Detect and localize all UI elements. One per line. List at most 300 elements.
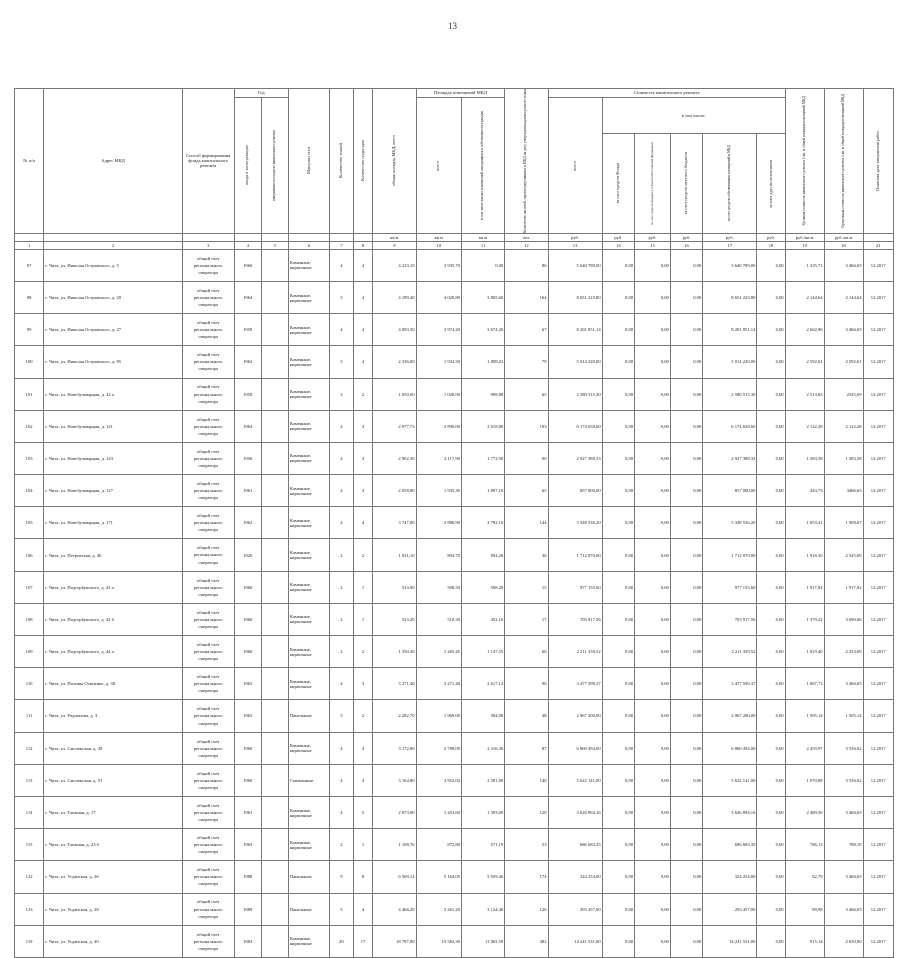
row-residents: 482 — [505, 925, 548, 957]
row-address: г. Чита, ул. Николая Островского, д. 5 — [44, 249, 183, 281]
row-total-area: 4 466,20 — [373, 893, 416, 925]
col-year-group: Год — [234, 89, 288, 98]
row-year-built: 1988 — [234, 861, 261, 893]
row-cost-local: 0,00 — [670, 346, 702, 378]
row-cost-owners: 2 580 515,30 — [703, 378, 757, 410]
row-address: г. Чита, ул. Смоленская, д. 51 — [44, 764, 183, 796]
row-year-last-repair — [261, 603, 288, 635]
unit-cell — [234, 233, 261, 241]
row-wall-material: Каменные, кирпичные — [288, 410, 329, 442]
unit-cell: руб. — [635, 233, 671, 241]
financing-line: общий счет — [196, 481, 220, 486]
row-address: г. Чита, ул. Новобульварная, д. 127 — [44, 475, 183, 507]
financing-line: регионального — [193, 455, 223, 461]
row-cost-other: 0,00 — [757, 314, 785, 346]
financing-line: общий счет — [196, 448, 220, 454]
row-premises-residential: 11 063,59 — [461, 925, 504, 957]
row-year-built: 1960 — [234, 249, 261, 281]
row-number: 115 — [15, 829, 44, 861]
unit-cell: руб./кв.м — [824, 233, 863, 241]
row-cost-regional: 0,00 — [635, 475, 671, 507]
row-floors: 4 — [329, 507, 353, 539]
cost-owners-label: за счет средств собственников помещений в МКД — [726, 145, 731, 222]
row-cost-owners: 5 640 789,00 — [703, 249, 757, 281]
row-cost-total: 6 174 658,60 — [548, 410, 602, 442]
row-cost-other: 0,00 — [757, 442, 785, 474]
row-cost-fund: 0,00 — [602, 603, 634, 635]
row-address: г. Чита, ул. Николая Островского, д. 27 — [44, 314, 183, 346]
row-premises-residential: 584,00 — [461, 700, 504, 732]
row-number: 100 — [15, 346, 44, 378]
table-row — [15, 346, 894, 378]
row-cost-regional: 0,00 — [635, 571, 671, 603]
index-cell: 13 — [548, 241, 602, 249]
row-year-last-repair — [261, 442, 288, 474]
row-floors: 2 — [329, 571, 353, 603]
col-residents — [505, 89, 548, 234]
index-cell: 18 — [757, 241, 785, 249]
row-planned-date: 12.2017 — [863, 925, 893, 957]
row-wall-material: Каменные, кирпичные — [288, 829, 329, 861]
row-premises-residential: 1 772,90 — [461, 442, 504, 474]
index-cell: 14 — [602, 241, 634, 249]
col-cost-group: Стоимость капитального ремонта — [548, 89, 785, 98]
col-planned-date — [863, 89, 893, 234]
cost-fund-label: за счет средств Фонда — [615, 163, 620, 204]
row-year-last-repair — [261, 314, 288, 346]
row-cost-total: 324 254,00 — [548, 861, 602, 893]
financing-line: общий счет — [196, 641, 220, 647]
row-planned-date: 12.2017 — [863, 314, 893, 346]
financing-line: регионального — [193, 294, 223, 300]
unit-cell: кв.м — [461, 233, 504, 241]
financing-line: оператора — [198, 849, 219, 855]
row-year-last-repair — [261, 893, 288, 925]
row-cost-regional: 0,00 — [635, 796, 671, 828]
row-cost-owners: 857 000,00 — [703, 475, 757, 507]
table-row — [15, 636, 894, 668]
cost-local-label: за счет средств местного бюджета — [683, 152, 689, 215]
row-total-area: 2 282,70 — [373, 700, 416, 732]
row-cost-owners: 2 967 200,00 — [703, 700, 757, 732]
row-cost-local: 0,00 — [670, 636, 702, 668]
row-floors: 5 — [329, 346, 353, 378]
row-floors: 4 — [329, 249, 353, 281]
row-max-cost: 2 253,69 — [824, 636, 863, 668]
row-cost-regional: 0,00 — [635, 507, 671, 539]
row-premises-total: 894,70 — [416, 539, 461, 571]
row-cost-total: 3 626 894,16 — [548, 796, 602, 828]
row-total-area: 3 164,80 — [373, 764, 416, 796]
row-cost-regional: 0,00 — [635, 539, 671, 571]
index-cell: 20 — [824, 241, 863, 249]
row-year-built: 1961 — [234, 475, 261, 507]
row-cost-owners: 14 241 531,00 — [703, 925, 757, 957]
row-entrances: 4 — [353, 314, 372, 346]
row-year-built: 1960 — [234, 571, 261, 603]
row-cost-fund: 0,00 — [602, 861, 634, 893]
row-planned-date: 12.2017 — [863, 764, 893, 796]
row-cost-local: 0,00 — [670, 829, 702, 861]
row-cost-regional: 0,00 — [635, 314, 671, 346]
row-entrances: 4 — [353, 346, 372, 378]
index-cell: 1 — [15, 241, 44, 249]
row-max-cost: 1 505,14 — [824, 700, 863, 732]
row-year-last-repair — [261, 281, 288, 313]
row-financing — [182, 796, 234, 828]
row-floors: 2 — [329, 829, 353, 861]
row-cost-total: 8 201 851,14 — [548, 314, 602, 346]
row-cost-total: 293 457,00 — [548, 893, 602, 925]
row-cost-owners: 2 927 388,33 — [703, 442, 757, 474]
index-cell: 10 — [416, 241, 461, 249]
row-wall-material: Каменные, кирпичные — [288, 925, 329, 957]
row-total-area: 1 050,00 — [373, 378, 416, 410]
row-address: г. Чита, ул. Николая Островского, д. 20 — [44, 281, 183, 313]
financing-line: регионального — [193, 423, 223, 429]
row-cost-regional: 0,00 — [635, 603, 671, 635]
row-financing — [182, 668, 234, 700]
financing-line: общий счет — [196, 802, 220, 808]
row-cost-fund: 0,00 — [602, 249, 634, 281]
row-entrances: 3 — [353, 442, 372, 474]
row-financing — [182, 539, 234, 571]
row-cost-fund: 0,00 — [602, 539, 634, 571]
table-row — [15, 539, 894, 571]
row-number: 111 — [15, 700, 44, 732]
row-financing — [182, 507, 234, 539]
row-residents: 126 — [505, 893, 548, 925]
page-number: 13 — [448, 21, 457, 31]
row-cost-fund: 0,00 — [602, 281, 634, 313]
table-row — [15, 893, 894, 925]
row-premises-residential: 3 805,60 — [461, 281, 504, 313]
col-cost-local — [670, 134, 702, 233]
row-year-last-repair — [261, 410, 288, 442]
table-row — [15, 861, 894, 893]
row-unit-cost: 2 662,96 — [785, 314, 824, 346]
financing-line: регионального — [193, 391, 223, 397]
row-year-last-repair — [261, 700, 288, 732]
row-year-last-repair — [261, 829, 288, 861]
unit-cell: кв.м — [373, 233, 416, 241]
row-unit-cost: 89,98 — [785, 893, 824, 925]
table-row — [15, 732, 894, 764]
row-max-cost: 3 466,65 — [824, 668, 863, 700]
row-premises-total: 5 164,05 — [416, 861, 461, 893]
row-number: 113 — [15, 764, 44, 796]
row-wall-material: Каменные, кирпичные — [288, 539, 329, 571]
financing-line: оператора — [198, 430, 219, 436]
financing-line: общий счет — [196, 674, 220, 680]
table-row — [15, 764, 894, 796]
row-unit-cost: 1 819,40 — [785, 636, 824, 668]
financing-line: регионального — [193, 938, 223, 944]
table-row — [15, 603, 894, 635]
row-cost-other: 0,00 — [757, 764, 785, 796]
row-max-cost: 788,10 — [824, 829, 863, 861]
row-cost-other: 0,00 — [757, 410, 785, 442]
financing-line: общий счет — [196, 287, 220, 293]
col-year-last-repair — [261, 98, 288, 234]
unit-cell: руб. — [757, 233, 785, 241]
row-financing — [182, 829, 234, 861]
row-year-last-repair — [261, 475, 288, 507]
unit-cell: руб. — [548, 233, 602, 241]
col-total-area — [373, 89, 416, 234]
row-unit-cost: 2 459,97 — [785, 732, 824, 764]
row-premises-residential: 998,80 — [461, 378, 504, 410]
row-wall-material: Каменные, кирпичные — [288, 314, 329, 346]
row-residents: 90 — [505, 668, 548, 700]
row-entrances: 1 — [353, 829, 372, 861]
row-residents: 15 — [505, 571, 548, 603]
row-cost-owners: 3 626 894,16 — [703, 796, 757, 828]
financing-line: общий счет — [196, 416, 220, 422]
row-year-last-repair — [261, 539, 288, 571]
row-premises-total: 1 453,60 — [416, 796, 461, 828]
max-cost-label: Предельная стоимость капитального ремонта 1 кв. м общей площади помещений МКД — [840, 94, 845, 228]
col-premises-total — [416, 98, 461, 234]
row-entrances: 1 — [353, 603, 372, 635]
row-unit-cost: 1 335,71 — [785, 249, 824, 281]
unit-cell — [261, 233, 288, 241]
row-cost-fund: 0,00 — [602, 732, 634, 764]
row-financing — [182, 410, 234, 442]
row-premises-residential: 894,20 — [461, 539, 504, 571]
row-planned-date: 12.2017 — [863, 539, 893, 571]
financing-line: регионального — [193, 488, 223, 494]
financing-line: общий счет — [196, 706, 220, 712]
row-cost-owners: 6 174 658,60 — [703, 410, 757, 442]
row-premises-residential: 2 316,30 — [461, 732, 504, 764]
row-premises-total: 2 117,90 — [416, 442, 461, 474]
row-entrances: 4 — [353, 507, 372, 539]
row-wall-material: Панельные — [288, 861, 329, 893]
row-address: г. Чита, ул. Новобульварная, д. 42 а — [44, 378, 183, 410]
row-financing — [182, 346, 234, 378]
column-index-row — [15, 241, 894, 249]
unit-cell: руб. — [602, 233, 634, 241]
row-floors: 4 — [329, 764, 353, 796]
row-premises-residential: 3 674,20 — [461, 314, 504, 346]
unit-cost-label: Удельная стоимость капитального ремонта 1 кв. м общей площади помещений МКД — [801, 96, 806, 226]
index-cell: 2 — [44, 241, 183, 249]
row-cost-fund: 0,00 — [602, 571, 634, 603]
row-entrances: 4 — [353, 249, 372, 281]
row-unit-cost: 1 918,50 — [785, 539, 824, 571]
row-planned-date: 12.2017 — [863, 410, 893, 442]
row-floors: 4 — [329, 732, 353, 764]
row-number: 122 — [15, 861, 44, 893]
row-unit-cost: 443,73 — [785, 475, 824, 507]
row-financing — [182, 732, 234, 764]
row-number: 123 — [15, 893, 44, 925]
year-last-repair-label: завершения последнего капитального ремонта — [271, 129, 276, 201]
table-row — [15, 700, 894, 732]
row-planned-date: 12.2017 — [863, 700, 893, 732]
row-cost-other: 0,00 — [757, 539, 785, 571]
row-wall-material: Каменные, кирпичные — [288, 668, 329, 700]
row-max-cost: 1 383,58 — [824, 442, 863, 474]
row-cost-owners: 1 712 870,00 — [703, 539, 757, 571]
row-entrances: 3 — [353, 410, 372, 442]
row-year-last-repair — [261, 925, 288, 957]
row-address: г. Чита, ул. Петровская, д. 40 — [44, 539, 183, 571]
row-entrances: 2 — [353, 378, 372, 410]
row-premises-residential: 5 059,46 — [461, 861, 504, 893]
unit-cell: руб. — [670, 233, 702, 241]
row-cost-regional: 0,00 — [635, 636, 671, 668]
row-year-built: 1958 — [234, 314, 261, 346]
financing-line: общий счет — [196, 352, 220, 358]
row-year-built: 1964 — [234, 281, 261, 313]
row-max-cost: 2 592,61 — [824, 346, 863, 378]
table-row — [15, 668, 894, 700]
row-wall-material: Каменные, кирпичные — [288, 796, 329, 828]
row-cost-total: 2 211 359,52 — [548, 636, 602, 668]
row-max-cost: 3 466,65 — [824, 893, 863, 925]
row-cost-other: 0,00 — [757, 281, 785, 313]
row-cost-total: 2 927 388,33 — [548, 442, 602, 474]
cost-regional-label: за счет средств бюджета субъекта Российской Федерации — [649, 142, 654, 226]
financing-line: оператора — [198, 366, 219, 372]
row-financing — [182, 861, 234, 893]
row-cost-other: 0,00 — [757, 636, 785, 668]
row-residents: 65 — [505, 475, 548, 507]
row-address: г. Чита, ул. Николая Островского, д. 85 — [44, 346, 183, 378]
row-cost-local: 0,00 — [670, 475, 702, 507]
row-cost-fund: 0,00 — [602, 764, 634, 796]
row-year-built: 1960 — [234, 603, 261, 635]
row-planned-date: 12.2017 — [863, 507, 893, 539]
financing-line: оператора — [198, 881, 219, 887]
row-year-built: 1959 — [234, 378, 261, 410]
row-premises-residential: 2 617,12 — [461, 668, 504, 700]
financing-line: оператора — [198, 269, 219, 275]
row-unit-cost: 1 917,82 — [785, 571, 824, 603]
row-cost-local: 0,00 — [670, 378, 702, 410]
table-row — [15, 925, 894, 957]
row-cost-total: 6 860 494,00 — [548, 732, 602, 764]
financing-line: общий счет — [196, 577, 220, 583]
row-residents: 144 — [505, 507, 548, 539]
row-residents: 120 — [505, 796, 548, 828]
row-cost-local: 0,00 — [670, 925, 702, 957]
financing-line: оператора — [198, 591, 219, 597]
table-row — [15, 507, 894, 539]
row-cost-regional: 0,00 — [635, 861, 671, 893]
financing-line: оператора — [198, 945, 219, 951]
row-number: 97 — [15, 249, 44, 281]
financing-line: оператора — [198, 656, 219, 662]
row-address: г. Чита, ул. Родионова, д. 3 — [44, 700, 183, 732]
row-cost-local: 0,00 — [670, 861, 702, 893]
row-total-area: 18 787,00 — [373, 925, 416, 957]
financing-line: регионального — [193, 359, 223, 365]
row-residents: 67 — [505, 314, 548, 346]
row-residents: 53 — [505, 829, 548, 861]
total-area-label: общая площадь МКД, всего — [391, 135, 396, 187]
row-number: 108 — [15, 603, 44, 635]
row-number: 102 — [15, 410, 44, 442]
financing-line: оператора — [198, 302, 219, 308]
index-cell: 6 — [288, 241, 329, 249]
row-total-area: 2 336,00 — [373, 346, 416, 378]
row-premises-residential: 452,10 — [461, 603, 504, 635]
row-cost-other: 0,00 — [757, 603, 785, 635]
row-premises-total: 1 935,30 — [416, 475, 461, 507]
financing-line: регионального — [193, 262, 223, 268]
financing-line: оператора — [198, 334, 219, 340]
row-cost-local: 0,00 — [670, 410, 702, 442]
row-max-cost: 1 908,67 — [824, 507, 863, 539]
row-max-cost: 2 122,28 — [824, 410, 863, 442]
row-financing — [182, 893, 234, 925]
row-financing — [182, 475, 234, 507]
row-wall-material: Каменные, кирпичные — [288, 636, 329, 668]
row-floors: 4 — [329, 410, 353, 442]
row-year-last-repair — [261, 346, 288, 378]
row-entrances: 5 — [353, 796, 372, 828]
row-planned-date: 12.2017 — [863, 796, 893, 828]
row-unit-cost: 62,79 — [785, 861, 824, 893]
row-planned-date: 12.2017 — [863, 861, 893, 893]
row-number: 112 — [15, 732, 44, 764]
row-premises-total: 872,80 — [416, 829, 461, 861]
row-floors: 5 — [329, 700, 353, 732]
row-cost-total: 8 651 223,80 — [548, 281, 602, 313]
index-cell: 15 — [635, 241, 671, 249]
row-planned-date: 12.2017 — [863, 732, 893, 764]
row-cost-local: 0,00 — [670, 893, 702, 925]
row-cost-fund: 0,00 — [602, 378, 634, 410]
row-cost-local: 0,00 — [670, 668, 702, 700]
row-residents: 140 — [505, 764, 548, 796]
premises-total-label: всего — [435, 160, 441, 171]
row-cost-regional: 0,00 — [635, 829, 671, 861]
row-floors: 3 — [329, 378, 353, 410]
financing-line: общий счет — [196, 384, 220, 390]
financing-line: общий счет — [196, 255, 220, 261]
row-entrances: 4 — [353, 893, 372, 925]
row-cost-local: 0,00 — [670, 507, 702, 539]
table-row — [15, 442, 894, 474]
row-year-built: 1956 — [234, 442, 261, 474]
row-year-built: 1965 — [234, 700, 261, 732]
row-cost-owners: 5 622 141,00 — [703, 764, 757, 796]
row-cost-total: 5 348 536,20 — [548, 507, 602, 539]
row-residents: 87 — [505, 732, 548, 764]
row-total-area: 533,90 — [373, 571, 416, 603]
row-residents: 48 — [505, 700, 548, 732]
row-floors: 4 — [329, 796, 353, 828]
row-premises-residential: 1 898,02 — [461, 346, 504, 378]
row-address: г. Чита, ул. Таежная, д. 17 — [44, 796, 183, 828]
row-address: г. Чита, ул. Таежная, д. 23 б — [44, 829, 183, 861]
row-wall-material: Каменные, кирпичные — [288, 571, 329, 603]
row-cost-owners: 293 457,00 — [703, 893, 757, 925]
financing-line: регионального — [193, 520, 223, 526]
table-row — [15, 796, 894, 828]
row-premises-total: 3 974,20 — [416, 314, 461, 346]
row-cost-owners: 3 477 599,37 — [703, 668, 757, 700]
row-planned-date: 12.2017 — [863, 668, 893, 700]
row-number: 105 — [15, 507, 44, 539]
col-cost-incl: в том числе: — [602, 98, 785, 134]
financing-line: регионального — [193, 874, 223, 880]
col-entrances — [353, 89, 372, 234]
